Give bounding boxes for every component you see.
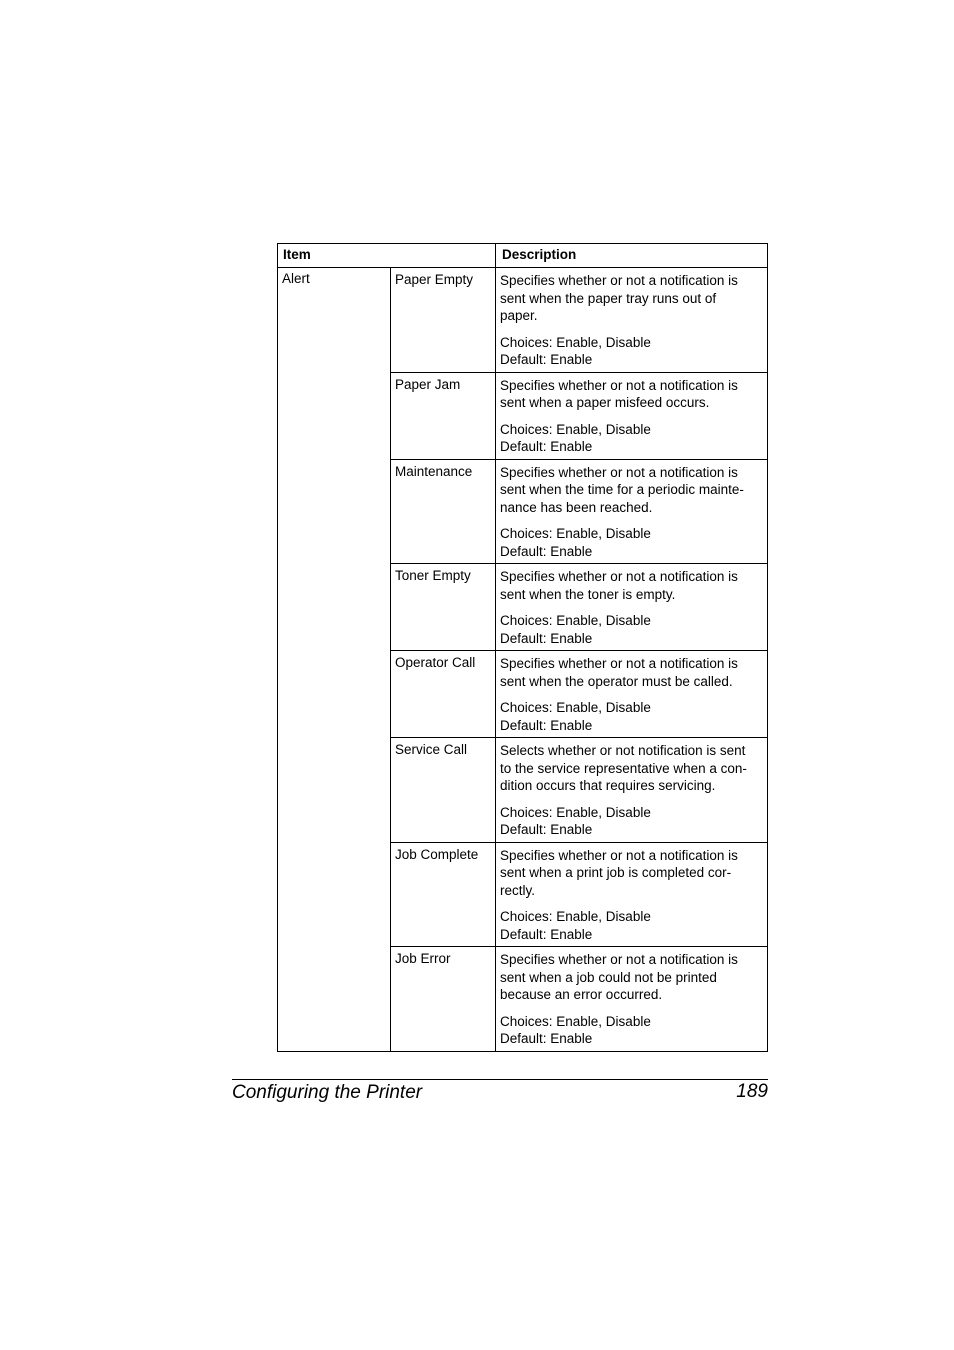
description-line: sent when the toner is empty. bbox=[500, 586, 676, 602]
description-line: Specifies whether or not a notification is bbox=[500, 952, 738, 967]
row-description bbox=[496, 268, 767, 372]
description-line: sent when the time for a periodic mainte- bbox=[500, 482, 744, 497]
description-line: paper. bbox=[500, 308, 538, 323]
description-line: nance has been reached. bbox=[500, 499, 653, 515]
table-row bbox=[391, 268, 767, 373]
row-description bbox=[496, 460, 767, 564]
default-text: Default: Enable bbox=[500, 439, 593, 454]
header-description: Description bbox=[502, 247, 577, 262]
page-number: 189 bbox=[736, 1081, 768, 1102]
description-line: Selects whether or not notification is sent bbox=[500, 743, 746, 758]
row-item-name: Paper Empty bbox=[391, 268, 496, 372]
table-row bbox=[391, 564, 767, 651]
alert-settings-table bbox=[277, 243, 768, 1052]
default-text: Default: Enable bbox=[500, 352, 593, 367]
description-line: Specifies whether or not a notification is bbox=[500, 464, 738, 480]
default-text: Default: Enable bbox=[500, 822, 593, 837]
choices-text: Choices: Enable, Disable bbox=[500, 334, 651, 350]
table-row bbox=[391, 843, 767, 948]
table-header bbox=[278, 244, 767, 268]
choices-text: Choices: Enable, Disable bbox=[500, 526, 651, 541]
description-line: sent when a paper misfeed occurs. bbox=[500, 395, 710, 410]
table-row bbox=[391, 651, 767, 738]
table-row bbox=[391, 738, 767, 843]
default-text: Default: Enable bbox=[500, 717, 593, 733]
choices-text: Choices: Enable, Disable bbox=[500, 421, 651, 437]
header-item: Item bbox=[278, 244, 496, 267]
description-line: Specifies whether or not a notification is bbox=[500, 377, 738, 393]
description-line: sent when the operator must be called. bbox=[500, 673, 733, 689]
description-line: sent when a job could not be printed bbox=[500, 969, 717, 985]
row-description bbox=[496, 843, 767, 947]
description-line: Specifies whether or not a notification is bbox=[500, 569, 738, 584]
row-item-name: Paper Jam bbox=[391, 373, 496, 459]
description-line: dition occurs that requires servicing. bbox=[500, 778, 716, 793]
table-body bbox=[278, 268, 767, 1051]
default-text: Default: Enable bbox=[500, 926, 593, 942]
row-item-name: Job Complete bbox=[391, 843, 496, 947]
choices-text: Choices: Enable, Disable bbox=[500, 700, 651, 715]
description-line: Specifies whether or not a notification is bbox=[500, 656, 738, 671]
table-row bbox=[391, 373, 767, 460]
footer-rule bbox=[232, 1079, 768, 1080]
row-item-name: Toner Empty bbox=[391, 564, 496, 650]
description-line: because an error occurred. bbox=[500, 987, 663, 1002]
row-description bbox=[496, 564, 767, 650]
choices-text: Choices: Enable, Disable bbox=[500, 1013, 651, 1029]
choices-text: Choices: Enable, Disable bbox=[500, 613, 651, 628]
table-row bbox=[391, 947, 767, 1051]
table-rows bbox=[391, 268, 767, 1051]
table-row bbox=[391, 460, 767, 565]
row-description bbox=[496, 651, 767, 737]
description-line: Specifies whether or not a notification is bbox=[500, 273, 738, 288]
group-label-alert: Alert bbox=[278, 268, 391, 1051]
description-line: Specifies whether or not a notification is bbox=[500, 847, 738, 863]
description-line: sent when a print job is completed cor- bbox=[500, 865, 732, 880]
row-description bbox=[496, 373, 767, 459]
row-item-name: Service Call bbox=[391, 738, 496, 842]
row-item-name: Job Error bbox=[391, 947, 496, 1051]
row-description bbox=[496, 738, 767, 842]
row-item-name: Operator Call bbox=[391, 651, 496, 737]
choices-text: Choices: Enable, Disable bbox=[500, 909, 651, 924]
default-text: Default: Enable bbox=[500, 543, 593, 559]
footer-title: Configuring the Printer bbox=[232, 1082, 423, 1103]
row-item-name: Maintenance bbox=[391, 460, 496, 564]
choices-text: Choices: Enable, Disable bbox=[500, 804, 651, 820]
row-description bbox=[496, 947, 767, 1051]
default-text: Default: Enable bbox=[500, 630, 593, 646]
description-line: to the service representative when a con- bbox=[500, 760, 747, 776]
description-line: rectly. bbox=[500, 882, 536, 898]
description-line: sent when the paper tray runs out of bbox=[500, 290, 717, 306]
default-text: Default: Enable bbox=[500, 1031, 593, 1046]
